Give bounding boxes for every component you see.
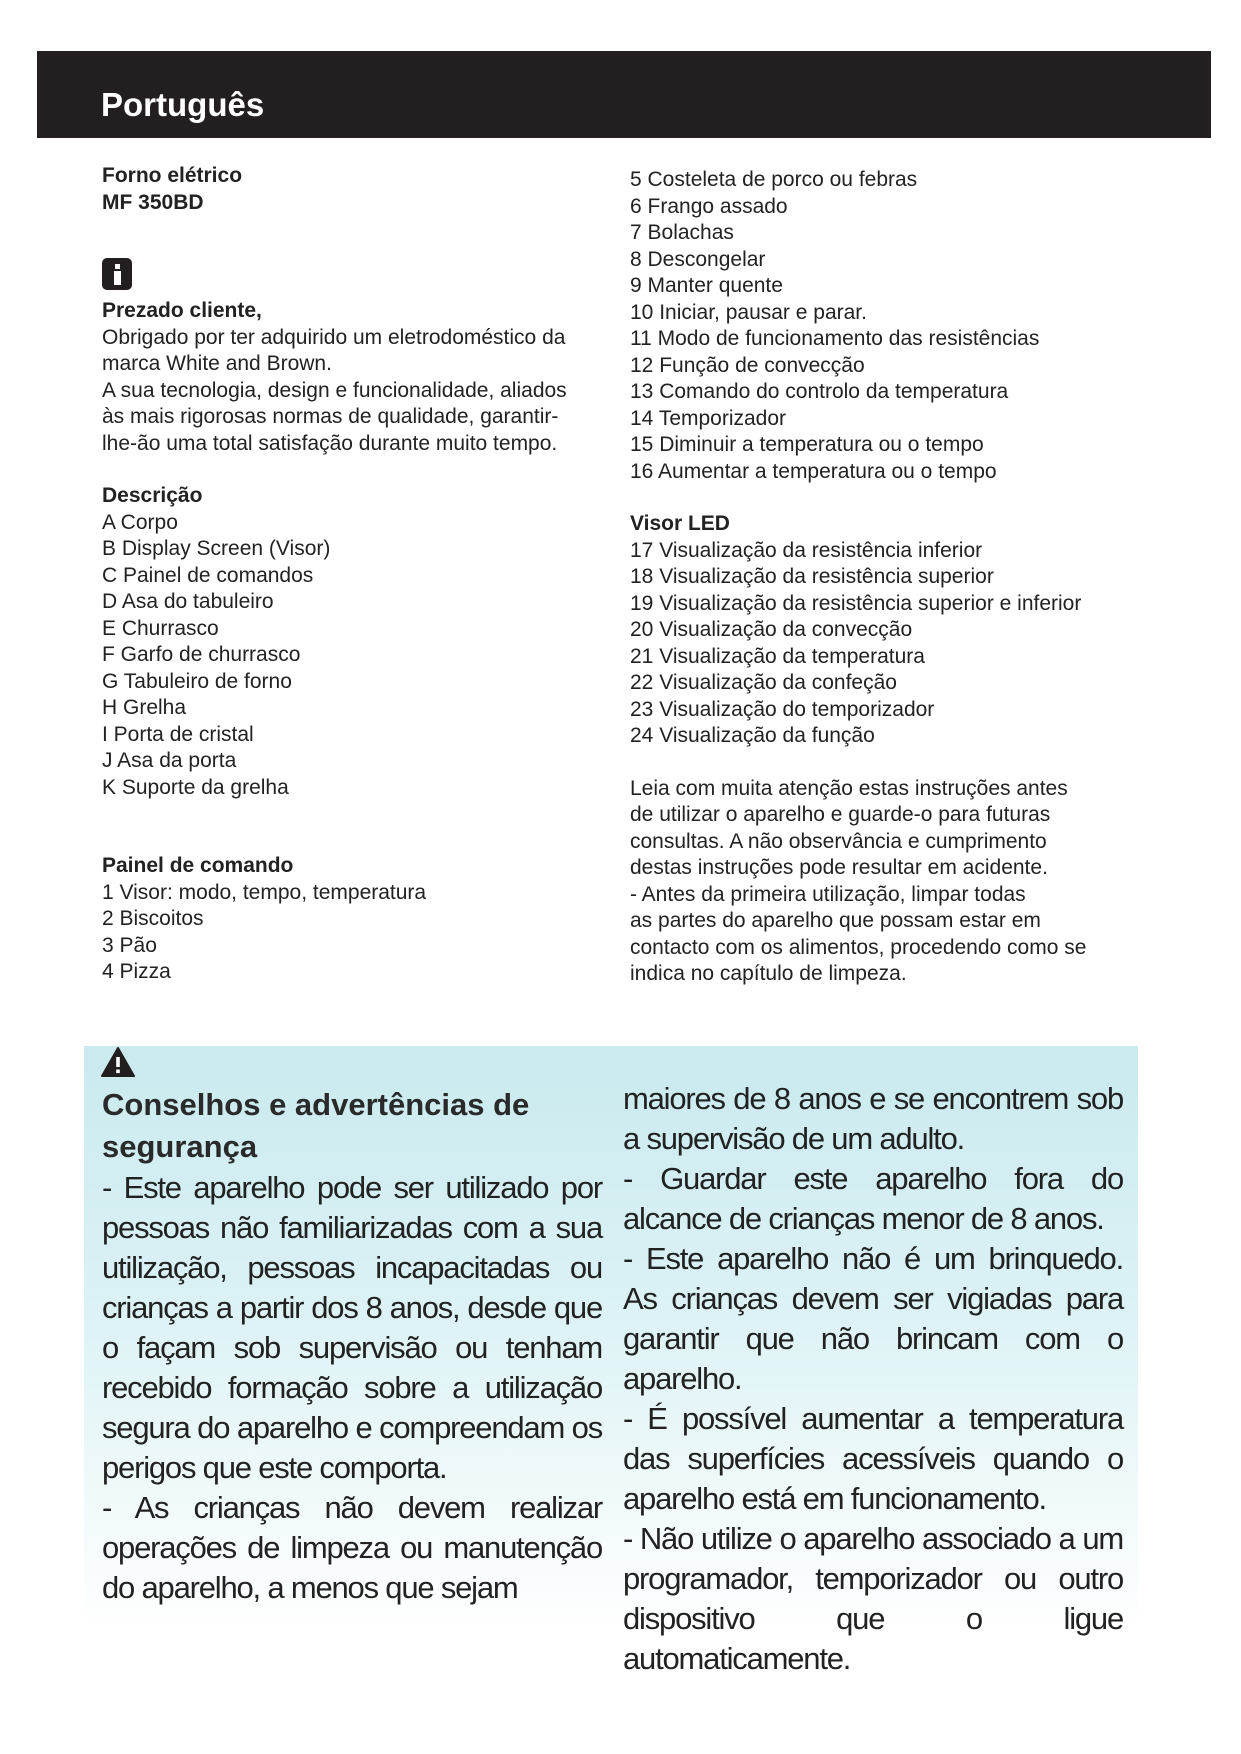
notice-line: contacto com os alimentos, procedendo como se <box>630 935 1087 959</box>
safety-title <box>102 1084 602 1168</box>
led-display-item: 21 Visualização da temperatura <box>630 644 925 668</box>
product-name: Forno elétrico <box>102 164 243 187</box>
led-display-item: 20 Visualização da convecção <box>630 618 913 641</box>
safety-paragraph: maiores de 8 anos e se encontrem sob a supervisão de um adulto. <box>623 1081 1123 1156</box>
intro-greeting: Prezado cliente, <box>102 299 262 322</box>
header-bar <box>37 51 1211 138</box>
description-item: A Corpo <box>102 510 178 534</box>
control-panel-item: 15 Diminuir a temperatura ou o tempo <box>630 433 984 456</box>
led-display-item: 18 Visualização da resistência superior <box>630 565 994 588</box>
notice-line: Leia com muita atenção estas instruções antes <box>630 776 1068 800</box>
control-panel-item: 2 Biscoitos <box>102 907 204 930</box>
safety-right-column <box>623 1079 1123 1679</box>
control-panel-item: 5 Costeleta de porco ou febras <box>630 168 918 191</box>
intro-line: às mais rigorosas normas de qualidade, garantir- <box>102 405 559 428</box>
description-item: I Porta de cristal <box>102 722 254 746</box>
right-column <box>630 167 1150 988</box>
safety-title-line1: Conselhos e advertências de <box>102 1087 530 1122</box>
intro-line: A sua tecnologia, design e funcionalidade, aliados <box>102 378 567 402</box>
notice-line: consultas. A não observância e cumprimento <box>630 829 1047 853</box>
led-display-item: 23 Visualização do temporizador <box>630 697 935 721</box>
safety-paragraph: - Este aparelho pode ser utilizado por pessoas não familiarizadas com a sua utilização, pessoas incapacitadas ou crianças a partir dos 8 anos, desde que o façam sob supervisão ou tenham recebido formação sobre a utilização segura do aparelho e compreendam os perigos que este comporta. <box>102 1170 602 1485</box>
control-panel-heading: Painel de comando <box>102 854 294 877</box>
control-panel-item: 9 Manter quente <box>630 274 783 297</box>
safety-paragraph: - É possível aumentar a temperatura das superfícies acessíveis quando o aparelho está em funcionamento. <box>623 1401 1123 1516</box>
description-heading: Descrição <box>102 484 203 507</box>
description-item: G Tabuleiro de forno <box>102 669 292 693</box>
safety-paragraph: - Este aparelho não é um brinquedo. As crianças devem ser vigiadas para garantir que não brincam com o aparelho. <box>623 1241 1123 1396</box>
description-item: D Asa do tabuleiro <box>102 590 274 613</box>
control-panel-item: 6 Frango assado <box>630 194 788 218</box>
page-title: Português <box>101 86 265 123</box>
control-panel-item: 10 Iniciar, pausar e parar. <box>630 300 867 324</box>
description-item: B Display Screen (Visor) <box>102 537 331 560</box>
safety-left-column <box>102 1084 602 1608</box>
control-panel-item: 13 Comando do controlo da temperatura <box>630 380 1009 403</box>
safety-paragraph: - As crianças não devem realizar operações de limpeza ou manutenção do aparelho, a menos que sejam <box>102 1490 602 1605</box>
control-panel-item: 1 Visor: modo, tempo, temperatura <box>102 880 427 904</box>
warning-icon <box>100 1046 136 1078</box>
control-panel-item: 7 Bolachas <box>630 221 734 244</box>
intro-line: lhe-ão uma total satisfação durante muito tempo. <box>102 431 558 455</box>
led-display-item: 24 Visualização da função <box>630 724 875 747</box>
info-icon <box>102 258 132 290</box>
product-model: MF 350BD <box>102 190 204 214</box>
control-panel-item: 16 Aumentar a temperatura ou o tempo <box>630 459 997 483</box>
intro-line: Obrigado por ter adquirido um eletrodoméstico da <box>102 325 566 349</box>
description-item: F Garfo de churrasco <box>102 643 301 666</box>
safety-paragraph: - Guardar este aparelho fora do alcance de crianças menor de 8 anos. <box>623 1161 1123 1236</box>
notice-line: de utilizar o aparelho e guarde-o para futuras <box>630 803 1051 826</box>
left-column <box>102 163 602 986</box>
intro-line: marca White and Brown. <box>102 352 332 375</box>
led-display-heading: Visor LED <box>630 512 730 535</box>
control-panel-item: 8 Descongelar <box>630 247 766 271</box>
led-display-item: 19 Visualização da resistência superior e inferior <box>630 591 1082 615</box>
led-display-item: 22 Visualização da confeção <box>630 671 897 694</box>
description-item: E Churrasco <box>102 616 219 640</box>
safety-paragraph: - Não utilize o aparelho associado a um programador, temporizador ou outro dispositivo que o ligue automaticamente. <box>623 1521 1123 1676</box>
description-item: J Asa da porta <box>102 749 237 772</box>
notice-line: destas instruções pode resultar em acidente. <box>630 856 1048 879</box>
notice-line: as partes do aparelho que possam estar em <box>630 909 1041 932</box>
description-item: H Grelha <box>102 696 187 719</box>
control-panel-item: 14 Temporizador <box>630 406 787 430</box>
led-display-item: 17 Visualização da resistência inferior <box>630 538 983 562</box>
control-panel-item: 3 Pão <box>102 933 157 957</box>
control-panel-item: 12 Função de convecção <box>630 353 865 377</box>
safety-title-line2: segurança <box>102 1129 258 1164</box>
control-panel-item: 11 Modo de funcionamento das resistências <box>630 327 1040 350</box>
control-panel-item: 4 Pizza <box>102 960 171 983</box>
description-item: K Suporte da grelha <box>102 775 289 799</box>
description-item: C Painel de comandos <box>102 563 314 587</box>
notice-line: - Antes da primeira utilização, limpar todas <box>630 882 1026 906</box>
notice-line: indica no capítulo de limpeza. <box>630 962 907 985</box>
